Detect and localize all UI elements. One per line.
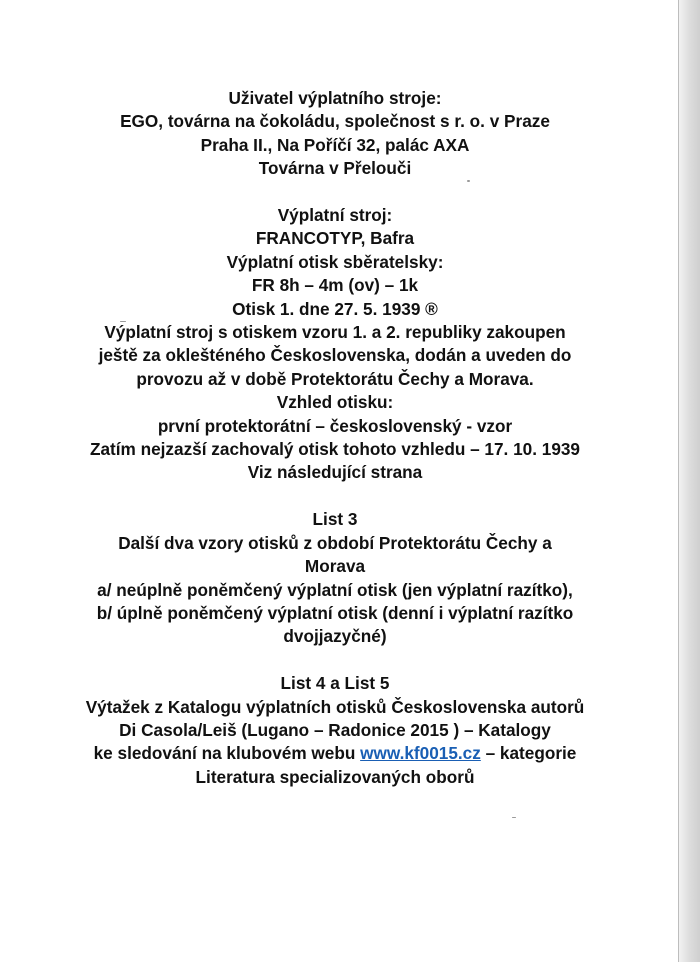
machine-name: FRANCOTYP, Bafra	[255, 228, 415, 249]
catalog-line-3	[40, 742, 630, 765]
sheet-3-item-a: a/ neúplně poněmčený výplatní otisk (jen výplatní razítko),	[97, 579, 573, 600]
spacer	[40, 485, 630, 508]
scan-speck	[120, 321, 126, 322]
imprint-heading: Výplatní otisk sběratelsky:	[226, 251, 444, 272]
spacer	[40, 181, 630, 204]
description-line-3: provozu až v době Protektorátu Čechy a Morava.	[136, 368, 534, 389]
imprint-code: FR 8h – 4m (ov) – 1k	[251, 275, 419, 296]
document-body	[40, 87, 630, 789]
sheet-3-line-2: Morava	[304, 556, 366, 577]
catalog-line-3-before: ke sledování na klubovém webu	[93, 743, 361, 764]
scan-speck	[512, 817, 516, 818]
club-website-link[interactable]: www.kf0015.cz	[360, 743, 481, 764]
scan-speck	[467, 180, 470, 182]
catalog-line-4: Literatura specializovaných oborů	[195, 766, 475, 787]
machine-user-heading: Uživatel výplatního stroje:	[228, 88, 442, 108]
see-next-page: Viz následující strana	[247, 462, 423, 483]
scan-edge-line	[678, 0, 679, 962]
sheet-3-heading: List 3	[312, 509, 358, 530]
first-day-imprint: Otisk 1. dne 27. 5. 1939 ®	[232, 298, 438, 319]
description-line-1: Výplatní stroj s otiskem vzoru 1. a 2. republiky zakoupen	[104, 322, 566, 343]
latest-imprint-note: Zatím nejzazší zachovalý otisk tohoto vzhledu – 17. 10. 1939	[89, 439, 580, 460]
catalog-line-2: Di Casola/Leiš (Lugano – Radonice 2015 ) – Katalogy	[119, 719, 551, 740]
appearance-heading: Vzhled otisku:	[276, 392, 394, 413]
sheet-3-item-b-cont: dvojjazyčné)	[283, 626, 387, 647]
company-address: Praha II., Na Poříčí 32, palác AXA	[200, 134, 470, 155]
appearance-value: první protektorátní – československý - vzor	[157, 415, 513, 436]
spacer	[40, 649, 630, 672]
catalog-line-1: Výtažek z Katalogu výplatních otisků Československa autorů	[85, 696, 585, 717]
scan-edge	[678, 0, 700, 962]
description-line-2: ještě za oklešténého Československa, dodán a uveden do	[98, 345, 572, 366]
sheet-3-line-1: Další dva vzory otisků z období Protektorátu Čechy a	[118, 532, 552, 553]
machine-heading: Výplatní stroj:	[277, 205, 393, 226]
company-name: EGO, továrna na čokoládu, společnost s r. o. v Praze	[120, 111, 550, 132]
sheet-4-5-heading: List 4 a List 5	[280, 673, 390, 694]
catalog-line-3-after: – kategorie	[480, 743, 577, 764]
sheet-3-item-b: b/ úplně poněmčený výplatní otisk (denní i výplatní razítko	[96, 602, 574, 623]
factory-location: Továrna v Přelouči	[258, 158, 412, 179]
